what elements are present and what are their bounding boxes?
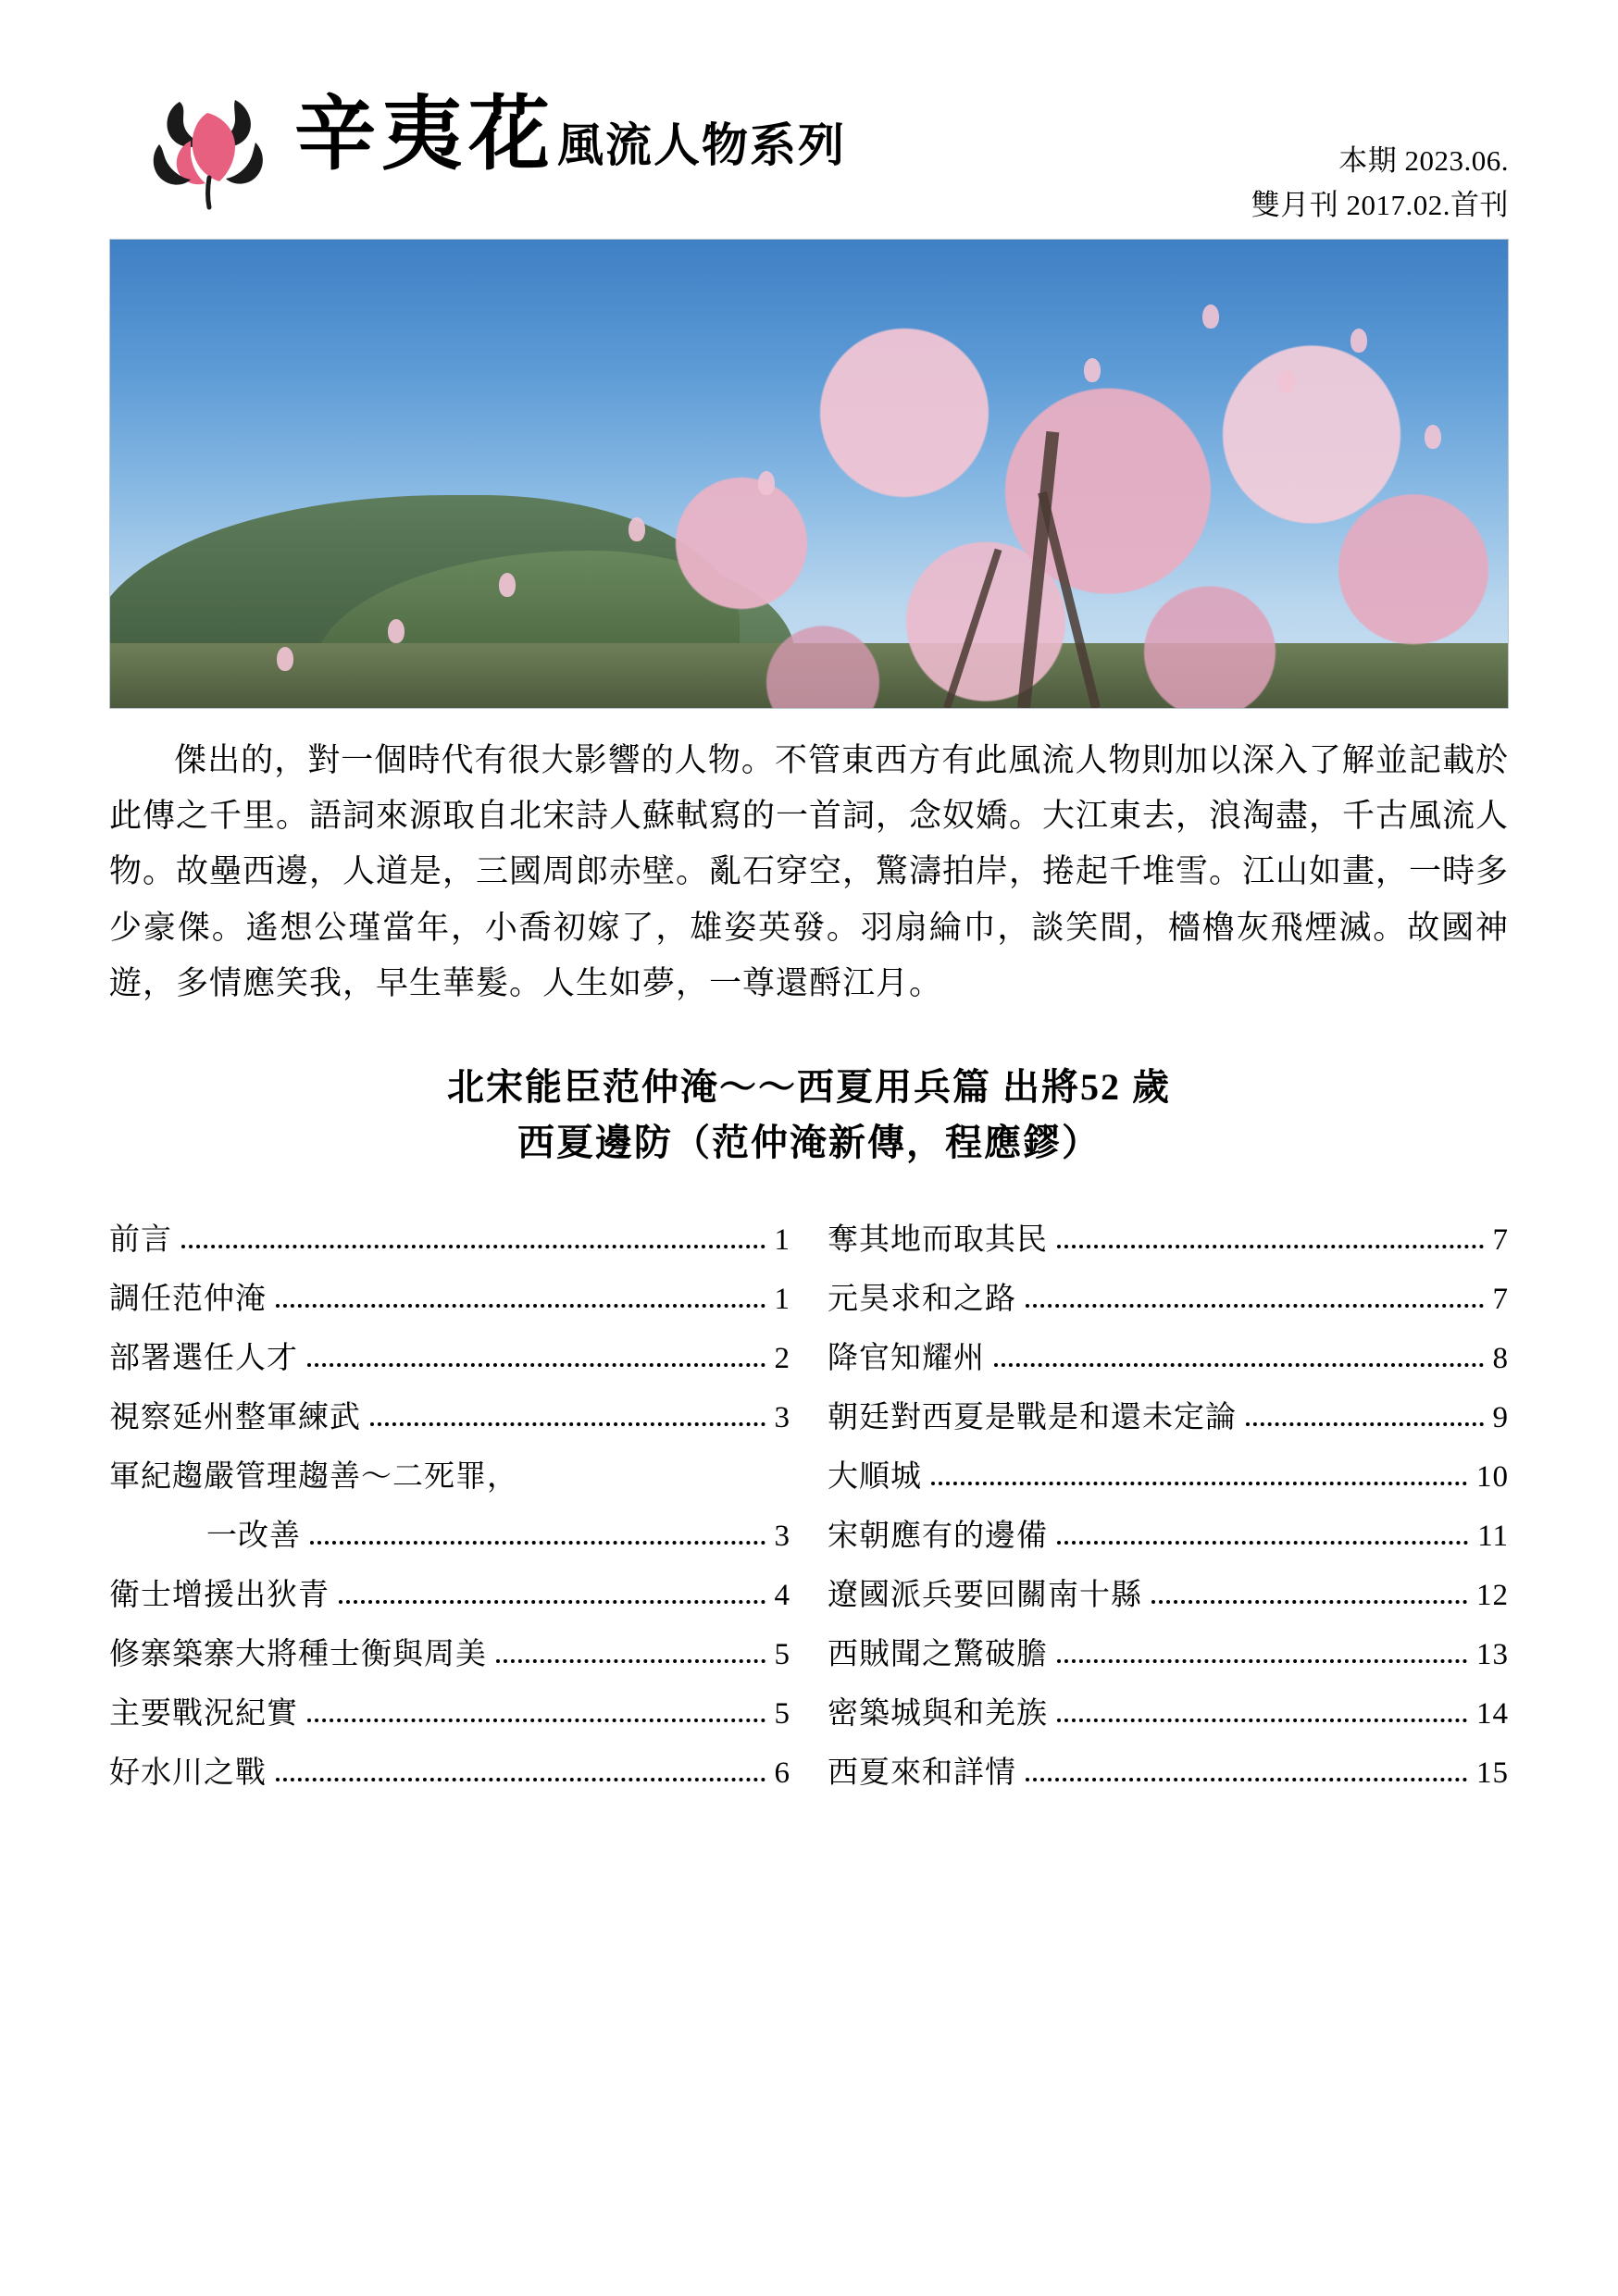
toc-entry[interactable] <box>828 1554 1509 1613</box>
article-title-line1: 北宋能臣范仲淹～～西夏用兵篇 出將52 歲 <box>447 1065 1171 1108</box>
toc-leader-dots <box>370 1421 765 1426</box>
toc-entry[interactable] <box>828 1672 1509 1731</box>
toc-entry[interactable] <box>828 1376 1509 1435</box>
toc-entry-page: 14 <box>1476 1696 1509 1731</box>
toc-leader-dots <box>1151 1599 1467 1604</box>
toc-entry[interactable] <box>828 1317 1509 1376</box>
toc-entry[interactable] <box>109 1731 790 1791</box>
toc-entry-page: 7 <box>1492 1282 1509 1316</box>
article-title <box>109 1060 1509 1171</box>
issue-current: 本期 2023.06. <box>1338 144 1509 177</box>
toc-entry-page: 5 <box>774 1637 790 1671</box>
toc-entry-label: 部署選任人才 <box>109 1341 298 1375</box>
toc-entry-label: 軍紀趨嚴管理趨善～二死罪， <box>109 1459 518 1494</box>
toc-entry-label: 大順城 <box>828 1459 922 1494</box>
magnolia-flower-logo-icon <box>126 85 292 210</box>
toc-column-right <box>828 1198 1509 1791</box>
toc-leader-dots <box>1057 1718 1467 1722</box>
toc-entry-label: 西賊聞之驚破膽 <box>828 1637 1048 1671</box>
toc-entry[interactable] <box>109 1376 790 1435</box>
toc-entry[interactable] <box>828 1198 1509 1258</box>
toc-leader-dots <box>1057 1540 1468 1545</box>
toc-column-left <box>109 1198 790 1791</box>
toc-entry-label: 調任范仲淹 <box>109 1282 267 1316</box>
toc-entry[interactable] <box>109 1435 790 1495</box>
toc-entry-page: 8 <box>1492 1341 1509 1375</box>
toc-entry[interactable] <box>109 1495 790 1554</box>
masthead-title-sub: 風流人物系列 <box>557 118 847 172</box>
toc-leader-dots <box>1026 1777 1467 1781</box>
toc-leader-dots <box>1026 1303 1484 1308</box>
toc-leader-dots <box>276 1777 765 1781</box>
toc-entry-page: 3 <box>774 1400 790 1434</box>
toc-entry-page: 4 <box>774 1578 790 1612</box>
toc-entry[interactable] <box>828 1613 1509 1672</box>
toc-leader-dots <box>496 1658 765 1663</box>
toc-entry[interactable] <box>109 1613 790 1672</box>
masthead <box>109 0 1509 222</box>
toc-entry-label: 朝廷對西夏是戰是和還未定論 <box>828 1400 1237 1434</box>
toc-leader-dots <box>339 1599 765 1604</box>
toc-entry-label: 降官知耀州 <box>828 1341 985 1375</box>
toc-entry-page: 3 <box>774 1519 790 1553</box>
toc-entry[interactable] <box>109 1258 790 1317</box>
toc-entry-label: 密築城與和羌族 <box>828 1696 1048 1731</box>
toc-leader-dots <box>931 1481 1467 1485</box>
toc-entry-label: 西夏來和詳情 <box>828 1756 1016 1790</box>
toc-entry-label: 好水川之戰 <box>109 1756 267 1790</box>
issue-info <box>1251 139 1509 228</box>
toc-entry[interactable] <box>109 1317 790 1376</box>
toc-entry-page: 7 <box>1492 1222 1509 1257</box>
toc-entry-page: 9 <box>1492 1400 1509 1434</box>
toc-leader-dots <box>528 1484 781 1485</box>
toc-entry-page: 5 <box>774 1696 790 1731</box>
issue-first: 雙月刊 2017.02.首刊 <box>1251 189 1509 222</box>
toc-entry-page: 12 <box>1476 1578 1509 1612</box>
toc-leader-dots <box>307 1718 765 1722</box>
header-photo <box>109 239 1509 709</box>
toc-leader-dots <box>307 1362 765 1367</box>
toc-entry-page: 11 <box>1477 1519 1509 1553</box>
article-title-line2: 西夏邊防（范仲淹新傳，程應鏐） <box>517 1121 1101 1163</box>
toc-entry-page: 1 <box>774 1282 790 1316</box>
toc-entry-page: 15 <box>1476 1756 1509 1790</box>
toc-entry[interactable] <box>109 1554 790 1613</box>
toc-entry[interactable] <box>828 1435 1509 1495</box>
toc-leader-dots <box>310 1540 765 1545</box>
toc-entry[interactable] <box>828 1731 1509 1791</box>
toc-entry-page: 2 <box>774 1341 790 1375</box>
toc-leader-dots <box>276 1303 765 1308</box>
toc-entry-page: 10 <box>1476 1459 1509 1494</box>
toc-entry[interactable] <box>109 1672 790 1731</box>
masthead-title-main: 辛夷花 <box>294 85 556 181</box>
toc-entry[interactable] <box>109 1198 790 1258</box>
toc-entry-label: 前言 <box>109 1222 172 1257</box>
photo-petals <box>110 240 1508 708</box>
toc-entry-label: 衛士增援出狄青 <box>109 1578 330 1612</box>
toc-entry-page: 6 <box>774 1756 790 1790</box>
toc-entry-label: 遼國派兵要回關南十縣 <box>828 1578 1142 1612</box>
intro-text: 傑出的，對一個時代有很大影響的人物。不管東西方有此風流人物則加以深入了解並記載於此傳之千里。語詞來源取自北宋詩人蘇軾寫的一首詞，念奴嬌。大江東去，浪淘盡，千古風流人物。故壘西邊，人道是，三國周郎赤壁。亂石穿空，驚濤拍岸，捲起千堆雪。江山如畫，一時多少豪傑。遙想公瑾當年，小喬初嫁了，雄姿英發。羽扇綸巾，談笑間，檣櫓灰飛煙滅。故國神遊，多情應笑我，早生華髮。人生如夢，一尊還酹江月。 <box>109 742 1510 1001</box>
toc-entry-label: 元昊求和之路 <box>828 1282 1016 1316</box>
toc-leader-dots <box>1246 1421 1484 1426</box>
toc-entry[interactable] <box>828 1258 1509 1317</box>
toc-entry-page: 1 <box>774 1222 790 1257</box>
toc-entry-label: 視察延州整軍練武 <box>109 1400 361 1434</box>
toc-entry-label: 主要戰況紀實 <box>109 1696 298 1731</box>
masthead-title <box>294 85 847 181</box>
toc-leader-dots <box>1057 1244 1484 1248</box>
intro-paragraph <box>109 733 1509 1011</box>
toc-leader-dots <box>181 1244 765 1248</box>
toc-leader-dots <box>1057 1658 1467 1663</box>
toc-entry-label: 宋朝應有的邊備 <box>828 1519 1048 1553</box>
toc-entry-label: 修寨築寨大將種士衡與周美 <box>109 1637 487 1671</box>
toc-leader-dots <box>994 1362 1484 1367</box>
toc-entry[interactable] <box>828 1495 1509 1554</box>
toc-entry-page: 13 <box>1476 1637 1509 1671</box>
toc-entry-label: 一改善 <box>206 1519 301 1553</box>
toc-entry-label: 奪其地而取其民 <box>828 1222 1048 1257</box>
table-of-contents <box>109 1198 1509 1791</box>
